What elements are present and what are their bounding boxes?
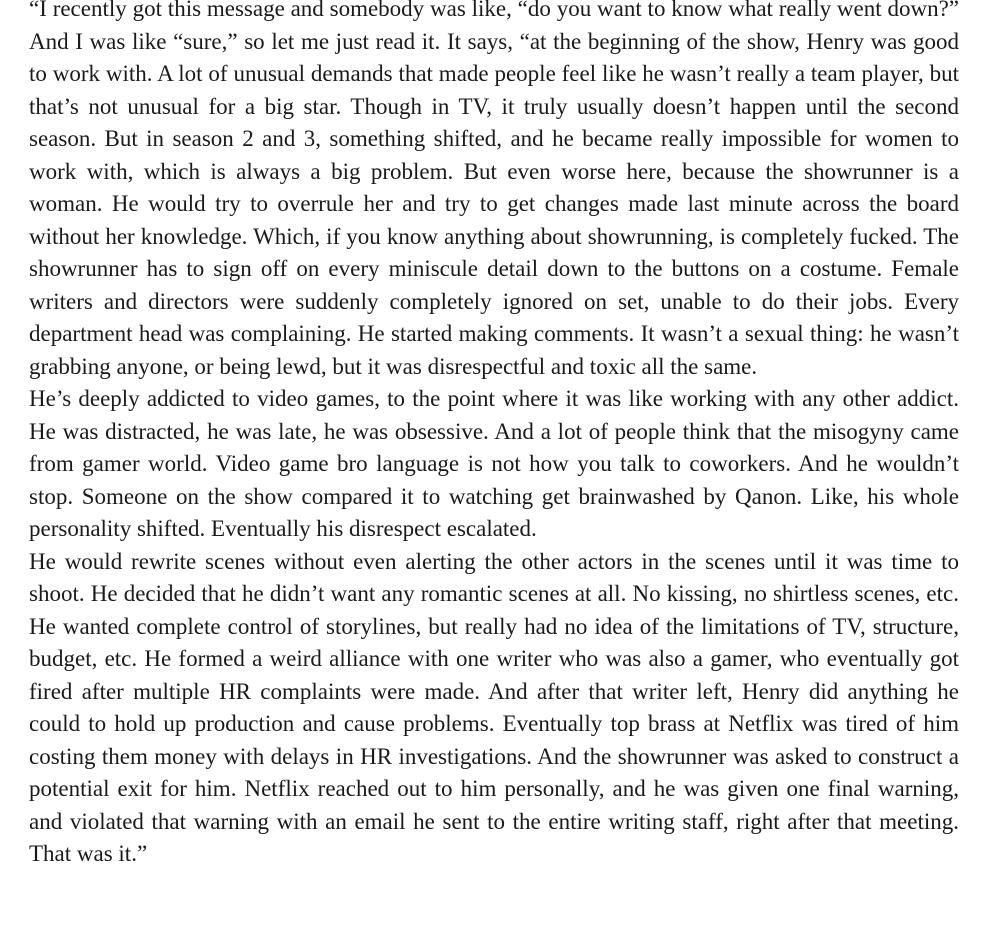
document-body (29, 0, 959, 871)
paragraph-2: He’s deeply addicted to video games, to the point where it was like working with any other addict. He was distracted, he was late, he was obsessive. And a lot of people think that the misogyny came from gamer world. Video game bro language is not how you talk to coworkers. And he wouldn’t stop. Someone on the show compared it to watching get brainwashed by Qanon. Like, his whole personality shifted. Eventually his disrespect escalated. (29, 386, 959, 541)
paragraph-3: He would rewrite scenes without even alerting the other actors in the scenes until it was time to shoot. He decided that he didn’t want any romantic scenes at all. No kissing, no shirtless scenes, etc. He wanted complete control of storylines, but really had no idea of the limitations of TV, structure, budget, etc. He formed a weird alliance with one writer who was also a gamer, who eventually got fired after multiple HR complaints were made. And after that writer left, Henry did anything he could to hold up production and cause problems. Eventually top brass at Netflix was tired of him costing them money with delays in HR investigations. And the showrunner was asked to construct a potential exit for him. Netflix reached out to him personally, and he was given one final warning, and violated that warning with an email he sent to the entire writing staff, right after that meeting. That was it.” (29, 548, 959, 866)
paragraph-1: “I recently got this message and somebody was like, “do you want to know what really went down?” And I was like “sure,” so let me just read it. It says, “at the beginning of the show, Henry was good to work with. A lot of unusual demands that made people feel like he wasn’t really a team player, but that’s not unusual for a big star. Though in TV, it truly usually doesn’t happen until the second season. But in season 2 and 3, something shifted, and he became really impossible for women to work with, which is always a big problem. But even worse here, because the showrunner is a woman. He would try to overrule her and try to get changes made last minute across the board without her knowledge. Which, if you know anything about showrunning, is completely fucked. The showrunner has to sign off on every miniscule detail down to the buttons on a costume. Female writers and directors were suddenly completely ignored on set, unable to do their jobs. Every department head was complaining. He started making comments. It wasn’t a sexual thing: he wasn’t grabbing anyone, or being lewd, but it was disrespectful and toxic all the same. (29, 0, 959, 379)
